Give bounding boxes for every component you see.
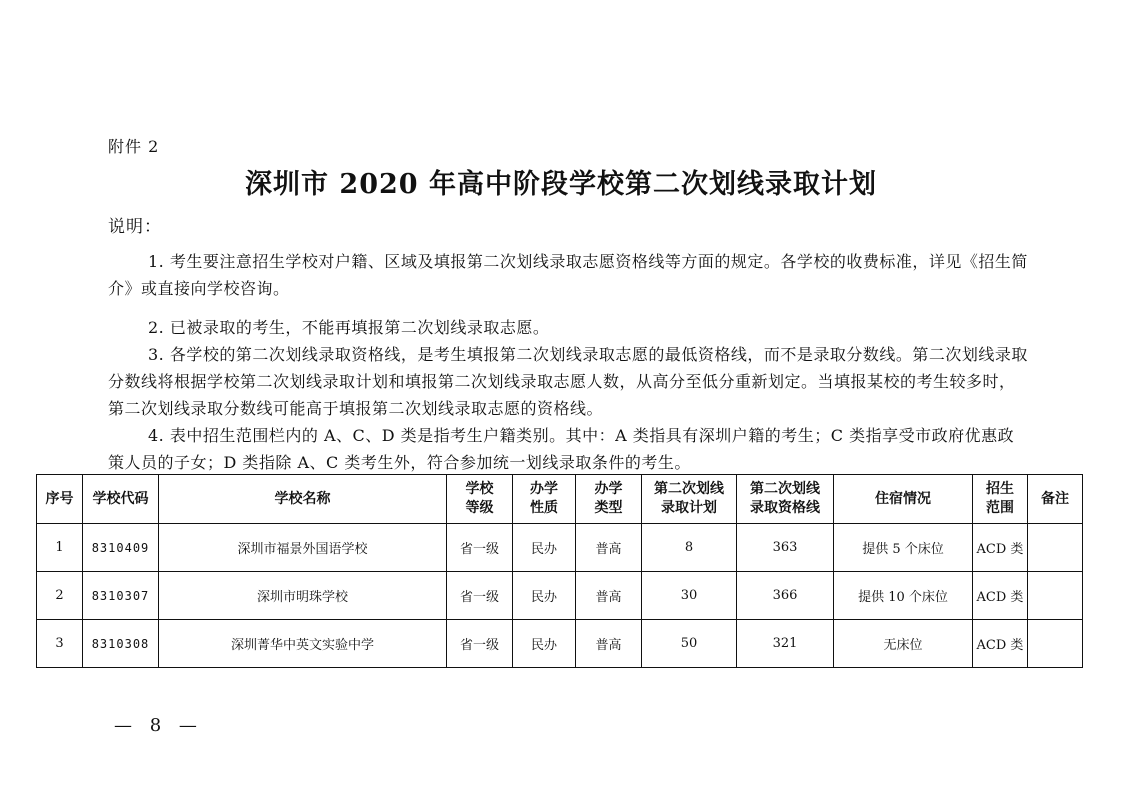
cell-scope: ACD 类 (973, 620, 1028, 668)
header-code: 学校代码 (83, 475, 159, 524)
note-item-2: 2. 已被录取的考生，不能再填报第二次划线录取志愿。 (148, 318, 550, 337)
page-number: — 8 — (114, 715, 203, 736)
cell-type: 普高 (576, 572, 642, 620)
cell-dorm: 无床位 (834, 620, 973, 668)
cell-scope: ACD 类 (973, 572, 1028, 620)
notes-label: 说明： (108, 217, 162, 237)
page-title: 深圳市 2020 年高中阶段学校第二次划线录取计划 (245, 169, 877, 200)
cell-code: 8310307 (83, 572, 159, 620)
header-dorm: 住宿情况 (834, 475, 973, 524)
cell-seq: 2 (37, 572, 83, 620)
cell-plan: 50 (642, 620, 737, 668)
cell-dorm: 提供 10 个床位 (834, 572, 973, 620)
note-item-3: 3. 各学校的第二次划线录取资格线，是考生填报第二次划线录取志愿的最低资格线，而不是录取分数线。第二次划线录取分数线将根据学校第二次划线录取计划和填报第二次划线录取志愿人数，从高分至低分重新划定。当填报某校的考生较多时，第二次划线录取分数线可能高于填报第二次划线录取志愿的资格线。 (108, 345, 1028, 418)
header-seq: 序号 (37, 475, 83, 524)
cell-remark (1028, 524, 1083, 572)
header-scope-line1: 招生 (986, 481, 1014, 497)
cell-plan: 8 (642, 524, 737, 572)
note-item-4: 4. 表中招生范围栏内的 A、C、D 类是指考生户籍类别。其中：A 类指具有深圳户籍的考生；C 类指享受市政府优惠政策人员的子女；D 类指除 A、C 类考生外，符合参加统一划线录取条件的考生。 (108, 426, 1015, 472)
admission-plan-table (36, 474, 1083, 668)
header-level-line1: 学校 (465, 481, 494, 497)
header-plan-line2: 录取计划 (661, 500, 717, 516)
cell-line: 366 (737, 572, 834, 620)
header-plan-line1: 第二次划线 (654, 481, 724, 497)
cell-code: 8310308 (83, 620, 159, 668)
cell-type: 普高 (576, 620, 642, 668)
cell-nature: 民办 (513, 620, 576, 668)
cell-line: 363 (737, 524, 834, 572)
header-level-line2: 等级 (465, 500, 494, 516)
header-nature (513, 475, 576, 524)
table-row (37, 524, 1083, 572)
header-type-line2: 类型 (594, 500, 623, 516)
table-row (37, 620, 1083, 668)
note-item-1: 1. 考生要注意招生学校对户籍、区域及填报第二次划线录取志愿资格线等方面的规定。各学校的收费标准，详见《招生简介》或直接向学校咨询。 (108, 252, 1028, 298)
cell-remark (1028, 572, 1083, 620)
cell-dorm: 提供 5 个床位 (834, 524, 973, 572)
header-remark: 备注 (1028, 475, 1083, 524)
cell-seq: 1 (37, 524, 83, 572)
header-level (447, 475, 513, 524)
cell-code: 8310409 (83, 524, 159, 572)
attachment-label: 附件 2 (108, 137, 160, 156)
header-line-line2: 录取资格线 (750, 500, 820, 516)
cell-seq: 3 (37, 620, 83, 668)
header-scope (973, 475, 1028, 524)
cell-type: 普高 (576, 524, 642, 572)
cell-plan: 30 (642, 572, 737, 620)
header-nature-line2: 性质 (530, 500, 558, 516)
table-header-row (37, 475, 1083, 524)
cell-nature: 民办 (513, 572, 576, 620)
cell-remark (1028, 620, 1083, 668)
cell-nature: 民办 (513, 524, 576, 572)
header-plan (642, 475, 737, 524)
cell-line: 321 (737, 620, 834, 668)
cell-scope: ACD 类 (973, 524, 1028, 572)
cell-name: 深圳市福景外国语学校 (159, 524, 447, 572)
cell-level: 省一级 (447, 572, 513, 620)
header-line (737, 475, 834, 524)
header-type (576, 475, 642, 524)
table-row (37, 572, 1083, 620)
header-scope-line2: 范围 (986, 500, 1014, 516)
cell-level: 省一级 (447, 524, 513, 572)
cell-name: 深圳市明珠学校 (159, 572, 447, 620)
cell-level: 省一级 (447, 620, 513, 668)
header-nature-line1: 办学 (530, 481, 558, 497)
header-line-line1: 第二次划线 (750, 481, 820, 497)
header-type-line1: 办学 (594, 481, 623, 497)
header-name: 学校名称 (159, 475, 447, 524)
cell-name: 深圳菁华中英文实验中学 (159, 620, 447, 668)
notes-section (108, 248, 1028, 476)
